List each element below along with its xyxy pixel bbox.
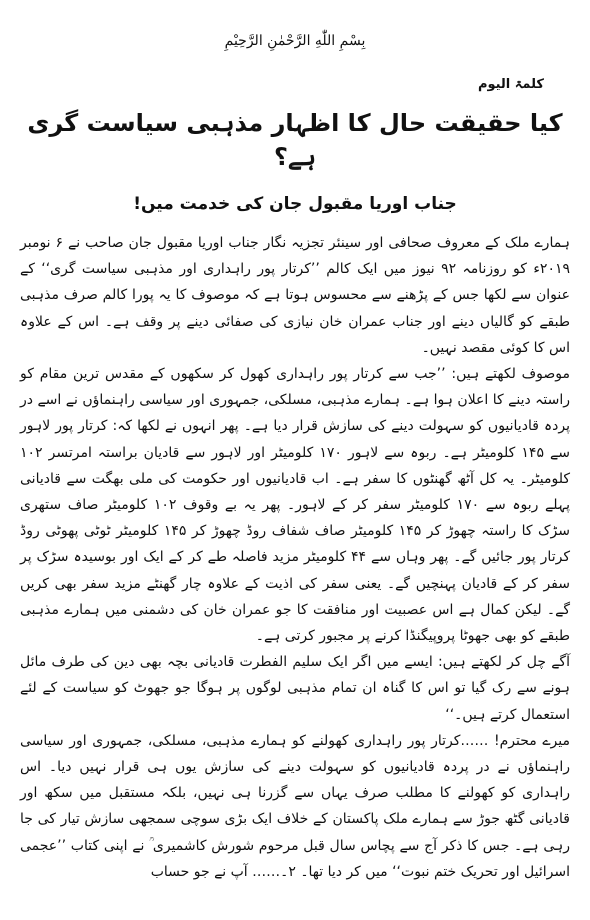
column-label: کلمۃ الیوم [477, 77, 544, 92]
article-paragraph: موصوف لکھتے ہیں: ’’جب سے کرتار پور راہداری کھول کر سکھوں کے مقدس ترین مقام کو راستہ دینے کا اعلان ہوا ہے۔ ہمارے مذہبی، مسلکی، جمہوری اور سیاسی راہنماؤں نے اسے در پردہ قادیانیوں کو سہولت دینے کی سازش قرار دیا ہے۔ پھر انہوں نے لکھا کہ: کرتار پور لاہور سے ۱۴۵ کلومیٹر ہے۔ ربوہ سے لاہور ۱۷۰ کلومیٹر اور لاہور سے قادیان براستہ امرتسر ۱۰۲ کلومیٹر۔ یہ کل آٹھ گھنٹوں کا سفر ہے۔ اب قادیانیوں اور حکومت کی ملی بھگت سے قادیانی پہلے ربوہ سے ۱۷۰ کلومیٹر سفر کر کے لاہور۔ پھر یہ بے وقوف ۱۰۲ کلومیٹر صاف ستھری سڑک کا راستہ چھوڑ کر ۱۴۵ کلومیٹر صاف شفاف روڈ چھوڑ کر ۱۴۵ کلومیٹر ٹوٹی پھوٹی روڈ کرتار پور جائیں گے۔ پھر وہاں سے ۴۴ کلومیٹر مزید فاصلہ طے کر کے ایک اور بوسیدہ سڑک پر سفر کر کے قادیان پہنچیں گے۔ یعنی سفر کی اذیت کے علاوہ چار گھنٹے مزید سفر بھی کریں گے۔ لیکن کمال ہے اس عصبیت اور منافقت کا جو عمران خان کی دشمنی میں ہمارے مذہبی طبقے کو بھی جھوٹا پروپیگنڈا کرنے پر مجبور کرتی ہے۔ [20, 366, 571, 645]
article-title: کیا حقیقت حال کا اظہار مذہبی سیاست گری ہے؟ [27, 109, 563, 171]
article-subtitle: جناب اوریا مقبول جان کی خدمت میں! [133, 194, 457, 214]
article-body [20, 230, 570, 885]
bismillah-heading: بِسْمِ اللّٰهِ الرَّحْمٰنِ الرَّحِيْمِ [224, 33, 366, 49]
article-paragraph: ہمارے ملک کے معروف صحافی اور سینئر تجزیہ نگار جناب اوریا مقبول جان صاحب نے ۶ نومبر ۲۰۱۹ء کو روزنامہ ۹۲ نیوز میں ایک کالم ’’کرتار پور راہداری اور مذہبی سیاست گری‘‘ کے عنوان سے لکھا جس کے پڑھنے سے محسوس ہوتا ہے کہ موصوف کا یہ پورا کالم صرف مذہبی طبقے کو گالیاں دینے اور جناب عمران خان نیازی کی صفائی دینے پر وقف ہے۔ اس کے علاوہ اس کا کوئی مقصد نہیں۔ [20, 235, 571, 356]
article-paragraph: آگے چل کر لکھتے ہیں: ایسے میں اگر ایک سلیم الفطرت قادیانی بچہ بھی دین کی طرف مائل ہونے سے رک گیا تو اس کا گناہ ان تمام مذہبی لوگوں پر ہوگا جو جھوٹ کو سیاست کے لئے استعمال کرتے ہیں۔‘‘ [20, 654, 570, 723]
article-paragraph: میرے محترم! ……کرتار پور راہداری کھولنے کو ہمارے مذہبی، مسلکی، جمہوری اور سیاسی راہنماؤں نے در پردہ قادیانیوں کو سہولت دینے کی سازش یوں ہی قرار نہیں دیا۔ اس راہداری کو کھولنے کا مطلب صرف یہاں سے گزرنا ہی نہیں، بلکہ مستقبل میں سکھ اور قادیانی گٹھ جوڑ سے ہمارے ملک پاکستان کے خلاف ایک بڑی سوچی سمجھی سازش تیار کی جا رہی ہے۔ جس کا ذکر آج سے پچاس سال قبل مرحوم شورش کاشمیری ؒ نے اپنی کتاب ’’عجمی اسرائیل اور تحریک ختم نبوت‘‘ میں کر دیا تھا۔ ۲۔…… آپ نے جو حساب [20, 732, 570, 880]
